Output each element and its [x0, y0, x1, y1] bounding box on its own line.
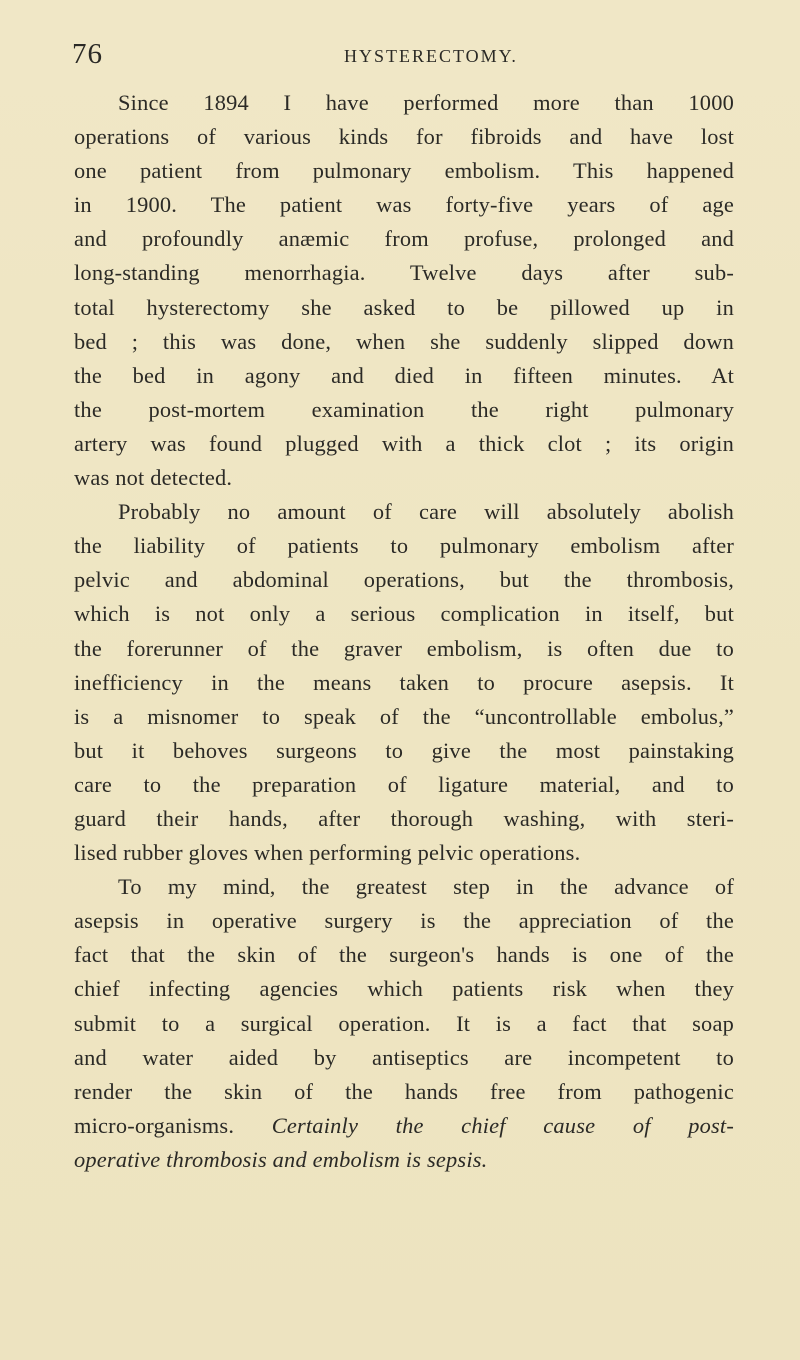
- text-line: care to the preparation of ligature material, and to: [74, 771, 734, 797]
- text-line: and water aided by antiseptics are incompetent to: [74, 1044, 734, 1070]
- body-text: [74, 86, 734, 1177]
- text-line: To my mind, the greatest step in the advance of: [118, 874, 734, 900]
- text-line: the bed in agony and died in fifteen minutes. At: [74, 362, 734, 388]
- text-line-italic: [74, 1143, 734, 1177]
- text-segment-italic: Certainly the chief cause of post-: [271, 1112, 734, 1138]
- text-line: guard their hands, after thorough washing, with steri-: [74, 805, 734, 831]
- text-line: but it behoves surgeons to give the most painstaking: [74, 737, 734, 763]
- text-line: the forerunner of the graver embolism, is often due to: [74, 635, 734, 661]
- text-line: in 1900. The patient was forty-five years of age: [74, 192, 734, 218]
- text-line: lised rubber gloves when performing pelvic operations.: [74, 840, 581, 866]
- text-line: render the skin of the hands free from pathogenic: [74, 1078, 734, 1104]
- text-line-mixed: [74, 1109, 734, 1143]
- text-line: total hysterectomy she asked to be pillowed up in: [74, 294, 734, 320]
- text-segment-roman: micro-organisms.: [74, 1112, 272, 1138]
- text-line: submit to a surgical operation. It is a fact that soap: [74, 1010, 734, 1036]
- text-line: was not detected.: [74, 465, 233, 491]
- text-line: and profoundly anæmic from profuse, prolonged and: [74, 226, 734, 252]
- text-line: the post-mortem examination the right pulmonary: [74, 396, 734, 422]
- running-head: HYSTERECTOMY.: [344, 46, 518, 66]
- text-line: bed ; this was done, when she suddenly slipped down: [74, 328, 734, 354]
- text-line: the liability of patients to pulmonary embolism after: [74, 533, 734, 559]
- text-line: artery was found plugged with a thick clot ; its origin: [74, 430, 734, 456]
- page-number: 76: [72, 38, 103, 70]
- text-line: Probably no amount of care will absolutely abolish: [118, 499, 734, 525]
- text-line: one patient from pulmonary embolism. This happened: [74, 158, 734, 184]
- text-line: chief infecting agencies which patients risk when they: [74, 976, 734, 1002]
- text-line: is a misnomer to speak of the “uncontrollable embolus,”: [74, 703, 734, 729]
- text-segment-italic: operative thrombosis and embolism is sepsis.: [74, 1146, 488, 1172]
- text-line: fact that the skin of the surgeon's hands is one of the: [74, 942, 734, 968]
- page-header: [72, 38, 740, 74]
- text-line: Since 1894 I have performed more than 1000: [118, 90, 734, 115]
- text-line: operations of various kinds for fibroids and have lost: [74, 124, 734, 150]
- text-line: pelvic and abdominal operations, but the thrombosis,: [74, 567, 734, 593]
- text-line: asepsis in operative surgery is the appreciation of the: [74, 908, 734, 934]
- text-line: inefficiency in the means taken to procure asepsis. It: [74, 669, 734, 695]
- text-line: which is not only a serious complication in itself, but: [74, 601, 734, 627]
- text-line: long-standing menorrhagia. Twelve days after sub-: [74, 260, 734, 286]
